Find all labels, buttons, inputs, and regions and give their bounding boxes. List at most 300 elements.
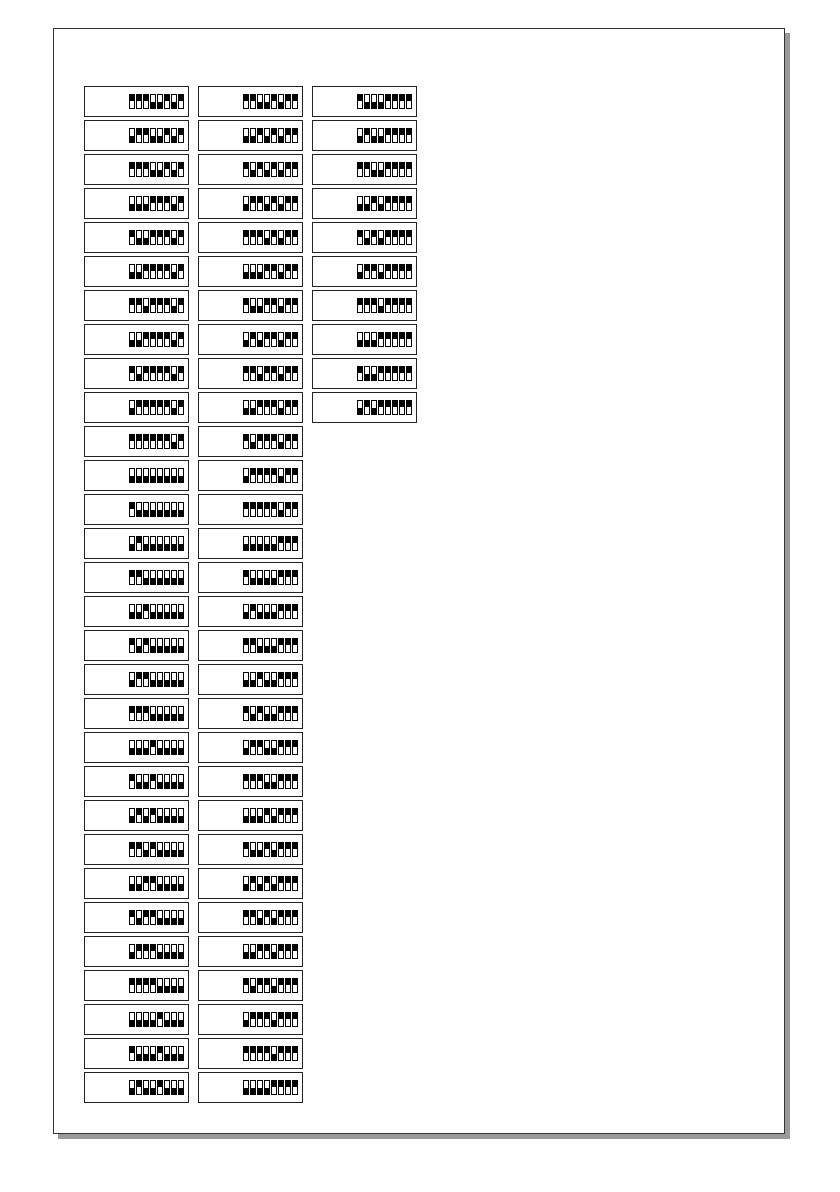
switch-2-down: [136, 876, 142, 891]
document-page: [53, 28, 785, 1134]
switch-3-down: [143, 774, 149, 789]
dip-switch-icon: [129, 128, 184, 143]
dip-switch-cell: [84, 256, 189, 287]
switch-6-down: [164, 1012, 170, 1027]
switch-7-down: [171, 162, 177, 177]
switch-1-up: [129, 298, 135, 313]
switch-4-down: [264, 162, 270, 177]
dip-switch-icon: [243, 94, 298, 109]
switch-2-down: [136, 502, 142, 517]
switch-1-up: [243, 910, 249, 925]
switch-1-down: [129, 672, 135, 687]
dip-switch-icon: [243, 740, 298, 755]
dip-switch-icon: [243, 332, 298, 347]
switch-5-up: [157, 434, 163, 449]
switch-1-up: [357, 230, 363, 245]
switch-3-up: [257, 1046, 263, 1061]
switch-5-down: [271, 808, 277, 823]
switch-5-up: [271, 162, 277, 177]
switch-7-down: [171, 604, 177, 619]
switch-2-up: [136, 944, 142, 959]
dip-switch-cell: [84, 392, 189, 423]
switch-4-down: [264, 570, 270, 585]
switch-5-down: [271, 1046, 277, 1061]
switch-3-up: [257, 502, 263, 517]
switch-5-up: [271, 264, 277, 279]
switch-7-up: [285, 94, 291, 109]
switch-1-down: [129, 332, 135, 347]
switch-1-up: [129, 570, 135, 585]
switch-1-up: [243, 94, 249, 109]
switch-2-down: [136, 1012, 142, 1027]
switch-4-down: [150, 1080, 156, 1095]
dip-switch-cell: [198, 732, 303, 763]
switch-8-up: [292, 434, 298, 449]
dip-switch-cell: [198, 1004, 303, 1035]
switch-4-down: [150, 94, 156, 109]
dip-switch-cell: [84, 1072, 189, 1103]
switch-4-up: [264, 400, 270, 415]
switch-7-down: [171, 774, 177, 789]
switch-5-up: [385, 264, 391, 279]
switch-7-down: [171, 1046, 177, 1061]
switch-3-down: [371, 400, 377, 415]
switch-5-up: [385, 196, 391, 211]
switch-6-down: [278, 502, 284, 517]
switch-2-up: [250, 1046, 256, 1061]
switch-2-down: [136, 366, 142, 381]
switch-2-up: [136, 570, 142, 585]
switch-3-down: [371, 332, 377, 347]
switch-2-up: [136, 400, 142, 415]
dip-switch-cell: [198, 392, 303, 423]
dip-switch-cell: [198, 596, 303, 627]
switch-6-up: [278, 1080, 284, 1095]
switch-8-down: [178, 502, 184, 517]
switch-3-up: [143, 638, 149, 653]
switch-1-up: [129, 434, 135, 449]
switch-8-up: [292, 1046, 298, 1061]
switch-4-up: [150, 876, 156, 891]
dip-switch-cell: [84, 664, 189, 695]
switch-5-up: [271, 298, 277, 313]
switch-3-up: [257, 944, 263, 959]
switch-5-down: [157, 502, 163, 517]
switch-4-up: [378, 400, 384, 415]
switch-4-up: [150, 400, 156, 415]
switch-2-down: [250, 400, 256, 415]
switch-6-up: [392, 162, 398, 177]
switch-3-down: [143, 808, 149, 823]
switch-5-up: [385, 230, 391, 245]
switch-8-up: [406, 264, 412, 279]
switch-2-down: [136, 774, 142, 789]
switch-3-down: [143, 536, 149, 551]
switch-3-down: [257, 536, 263, 551]
switch-4-down: [264, 774, 270, 789]
switch-8-up: [178, 400, 184, 415]
dip-switch-icon: [243, 774, 298, 789]
switch-6-up: [392, 94, 398, 109]
dip-switch-icon: [357, 230, 412, 245]
switch-1-down: [357, 196, 363, 211]
switch-2-down: [364, 94, 370, 109]
dip-switch-cell: [84, 868, 189, 899]
switch-7-down: [171, 910, 177, 925]
switch-7-down: [171, 298, 177, 313]
switch-5-down: [271, 706, 277, 721]
switch-4-up: [264, 502, 270, 517]
switch-2-up: [250, 196, 256, 211]
switch-6-down: [164, 1080, 170, 1095]
switch-7-down: [171, 502, 177, 517]
switch-6-up: [278, 842, 284, 857]
switch-1-up: [357, 298, 363, 313]
switch-6-down: [278, 434, 284, 449]
switch-6-down: [278, 298, 284, 313]
dip-switch-icon: [243, 1012, 298, 1027]
switch-5-up: [157, 264, 163, 279]
dip-switch-cell: [312, 324, 417, 355]
switch-6-up: [164, 264, 170, 279]
dip-switch-cell: [84, 86, 189, 117]
switch-6-up: [164, 366, 170, 381]
switch-5-up: [385, 400, 391, 415]
dip-switch-cell: [198, 664, 303, 695]
switch-8-up: [292, 468, 298, 483]
switch-4-down: [264, 536, 270, 551]
dip-switch-cell: [84, 800, 189, 831]
dip-switch-icon: [243, 468, 298, 483]
switch-2-up: [136, 94, 142, 109]
dip-switch-icon: [357, 196, 412, 211]
dip-switch-cell: [312, 392, 417, 423]
switch-4-down: [378, 230, 384, 245]
dip-switch-cell: [198, 800, 303, 831]
switch-2-down: [250, 570, 256, 585]
switch-5-down: [271, 910, 277, 925]
switch-5-down: [157, 910, 163, 925]
switch-6-up: [278, 672, 284, 687]
switch-8-up: [178, 332, 184, 347]
switch-8-down: [178, 842, 184, 857]
switch-2-up: [136, 808, 142, 823]
switch-4-down: [378, 298, 384, 313]
switch-7-up: [285, 196, 291, 211]
switch-2-up: [250, 740, 256, 755]
dip-switch-icon: [243, 264, 298, 279]
dip-switch-cell: [198, 1072, 303, 1103]
switch-7-down: [171, 230, 177, 245]
switch-7-up: [399, 400, 405, 415]
switch-3-up: [257, 706, 263, 721]
switch-5-down: [157, 672, 163, 687]
dip-switch-cell: [312, 86, 417, 117]
switch-4-up: [150, 910, 156, 925]
dip-switch-icon: [129, 638, 184, 653]
switch-3-down: [257, 876, 263, 891]
switch-4-up: [150, 264, 156, 279]
dip-switch-cell: [84, 358, 189, 389]
dip-switch-icon: [129, 672, 184, 687]
dip-switch-icon: [129, 1080, 184, 1095]
switch-7-down: [171, 94, 177, 109]
switch-2-down: [136, 638, 142, 653]
switch-3-up: [371, 196, 377, 211]
dip-switch-cell: [198, 766, 303, 797]
switch-1-down: [243, 944, 249, 959]
switch-4-down: [150, 672, 156, 687]
switch-6-down: [164, 638, 170, 653]
switch-3-down: [257, 332, 263, 347]
dip-switch-cell: [198, 460, 303, 491]
switch-3-down: [143, 842, 149, 857]
switch-1-up: [243, 366, 249, 381]
switch-4-down: [264, 604, 270, 619]
dip-switch-cell: [198, 120, 303, 151]
switch-7-down: [171, 672, 177, 687]
switch-6-down: [164, 740, 170, 755]
switch-3-down: [257, 94, 263, 109]
switch-1-down: [243, 400, 249, 415]
switch-1-down: [129, 196, 135, 211]
switch-4-up: [150, 808, 156, 823]
dip-switch-icon: [243, 366, 298, 381]
switch-4-down: [264, 740, 270, 755]
dip-switch-cell: [84, 698, 189, 729]
switch-2-up: [136, 298, 142, 313]
switch-2-up: [250, 774, 256, 789]
switch-3-down: [257, 298, 263, 313]
switch-3-down: [257, 842, 263, 857]
switch-5-down: [157, 468, 163, 483]
switch-3-down: [257, 604, 263, 619]
switch-8-down: [178, 944, 184, 959]
switch-8-up: [292, 706, 298, 721]
switch-1-down: [243, 808, 249, 823]
switch-5-down: [157, 706, 163, 721]
switch-5-up: [271, 400, 277, 415]
dip-switch-cell: [84, 460, 189, 491]
switch-1-down: [243, 196, 249, 211]
switch-8-down: [178, 536, 184, 551]
switch-7-up: [285, 400, 291, 415]
switch-4-down: [150, 128, 156, 143]
switch-3-up: [371, 264, 377, 279]
dip-switch-icon: [129, 502, 184, 517]
switch-4-up: [264, 910, 270, 925]
switch-3-down: [143, 196, 149, 211]
switch-5-up: [271, 1080, 277, 1095]
switch-6-up: [164, 332, 170, 347]
switch-4-down: [150, 638, 156, 653]
switch-1-up: [243, 434, 249, 449]
switch-8-up: [292, 230, 298, 245]
dip-switch-cell: [84, 630, 189, 661]
dip-switch-cell: [198, 426, 303, 457]
switch-7-up: [285, 230, 291, 245]
switch-2-down: [250, 944, 256, 959]
switch-2-down: [250, 1080, 256, 1095]
switch-8-up: [406, 400, 412, 415]
switch-5-up: [157, 298, 163, 313]
switch-6-up: [278, 808, 284, 823]
switch-8-up: [406, 332, 412, 347]
switch-6-up: [278, 536, 284, 551]
switch-4-down: [264, 128, 270, 143]
switch-2-up: [250, 230, 256, 245]
switch-2-down: [136, 1046, 142, 1061]
switch-6-up: [278, 604, 284, 619]
dip-switch-icon: [129, 94, 184, 109]
switch-3-down: [143, 1012, 149, 1027]
switch-3-up: [257, 1012, 263, 1027]
switch-7-up: [285, 808, 291, 823]
switch-5-down: [157, 570, 163, 585]
switch-7-down: [171, 570, 177, 585]
switch-3-down: [143, 1080, 149, 1095]
dip-switch-cell: [84, 494, 189, 525]
switch-3-down: [371, 366, 377, 381]
dip-switch-icon: [129, 332, 184, 347]
dip-switch-cell: [198, 154, 303, 185]
switch-2-down: [136, 196, 142, 211]
dip-switch-cell: [84, 528, 189, 559]
switch-8-down: [178, 468, 184, 483]
switch-4-down: [264, 638, 270, 653]
switch-1-down: [129, 1012, 135, 1027]
dip-switch-icon: [243, 706, 298, 721]
switch-3-up: [257, 740, 263, 755]
switch-4-up: [264, 366, 270, 381]
switch-1-down: [129, 876, 135, 891]
switch-6-up: [278, 1012, 284, 1027]
switch-2-down: [250, 536, 256, 551]
switch-2-down: [136, 740, 142, 755]
switch-4-down: [150, 536, 156, 551]
switch-3-up: [257, 434, 263, 449]
switch-2-up: [250, 366, 256, 381]
switch-8-up: [292, 740, 298, 755]
switch-1-up: [129, 502, 135, 517]
switch-1-up: [129, 638, 135, 653]
switch-8-down: [178, 876, 184, 891]
switch-2-up: [250, 332, 256, 347]
switch-4-up: [264, 1012, 270, 1027]
switch-8-down: [178, 774, 184, 789]
dip-switch-icon: [243, 842, 298, 857]
switch-3-up: [143, 162, 149, 177]
switch-6-up: [392, 264, 398, 279]
switch-7-down: [171, 468, 177, 483]
switch-3-down: [143, 468, 149, 483]
switch-7-up: [399, 264, 405, 279]
switch-5-down: [157, 536, 163, 551]
switch-8-down: [178, 1012, 184, 1027]
dip-switch-icon: [129, 978, 184, 993]
switch-3-up: [257, 672, 263, 687]
switch-2-up: [136, 706, 142, 721]
switch-5-down: [157, 162, 163, 177]
switch-6-up: [164, 434, 170, 449]
switch-7-up: [285, 468, 291, 483]
switch-6-up: [392, 196, 398, 211]
switch-1-down: [243, 536, 249, 551]
switch-2-up: [136, 536, 142, 551]
switch-2-up: [364, 128, 370, 143]
switch-6-down: [164, 502, 170, 517]
switch-3-down: [257, 1080, 263, 1095]
switch-4-down: [150, 162, 156, 177]
switch-3-up: [143, 604, 149, 619]
dip-switch-cell: [198, 902, 303, 933]
switch-6-up: [164, 94, 170, 109]
switch-1-down: [357, 264, 363, 279]
switch-5-down: [271, 536, 277, 551]
dip-switch-icon: [243, 196, 298, 211]
switch-4-down: [264, 230, 270, 245]
dip-switch-cell: [198, 290, 303, 321]
switch-6-up: [164, 298, 170, 313]
switch-5-up: [385, 298, 391, 313]
switch-6-up: [278, 910, 284, 925]
switch-8-up: [292, 1012, 298, 1027]
switch-7-up: [285, 774, 291, 789]
dip-switch-cell: [312, 120, 417, 151]
switch-6-down: [278, 264, 284, 279]
dip-switch-icon: [243, 1046, 298, 1061]
switch-6-down: [278, 162, 284, 177]
switch-5-up: [271, 468, 277, 483]
switch-2-down: [250, 298, 256, 313]
dip-switch-cell: [198, 698, 303, 729]
switch-8-up: [292, 672, 298, 687]
switch-8-up: [292, 774, 298, 789]
switch-7-up: [285, 672, 291, 687]
switch-6-down: [164, 842, 170, 857]
switch-7-down: [171, 196, 177, 211]
dip-switch-icon: [129, 468, 184, 483]
dip-switch-icon: [129, 400, 184, 415]
switch-2-down: [250, 128, 256, 143]
dip-switch-icon: [243, 502, 298, 517]
switch-3-down: [371, 94, 377, 109]
switch-4-down: [378, 94, 384, 109]
switch-6-up: [164, 230, 170, 245]
dip-switch-icon: [129, 162, 184, 177]
switch-7-up: [399, 162, 405, 177]
switch-5-up: [271, 94, 277, 109]
switch-1-up: [129, 706, 135, 721]
dip-switch-cell: [198, 562, 303, 593]
switch-1-down: [129, 944, 135, 959]
dip-switch-icon: [129, 570, 184, 585]
switch-5-down: [157, 128, 163, 143]
dip-switch-cell: [84, 834, 189, 865]
switch-7-up: [399, 332, 405, 347]
switch-2-up: [136, 672, 142, 687]
dip-switch-icon: [129, 298, 184, 313]
dip-switch-cell: [84, 154, 189, 185]
dip-switch-icon: [129, 706, 184, 721]
switch-1-up: [243, 298, 249, 313]
switch-7-up: [399, 298, 405, 313]
switch-3-down: [257, 910, 263, 925]
switch-5-up: [385, 366, 391, 381]
switch-1-up: [243, 162, 249, 177]
switch-8-up: [292, 978, 298, 993]
switch-8-down: [178, 672, 184, 687]
